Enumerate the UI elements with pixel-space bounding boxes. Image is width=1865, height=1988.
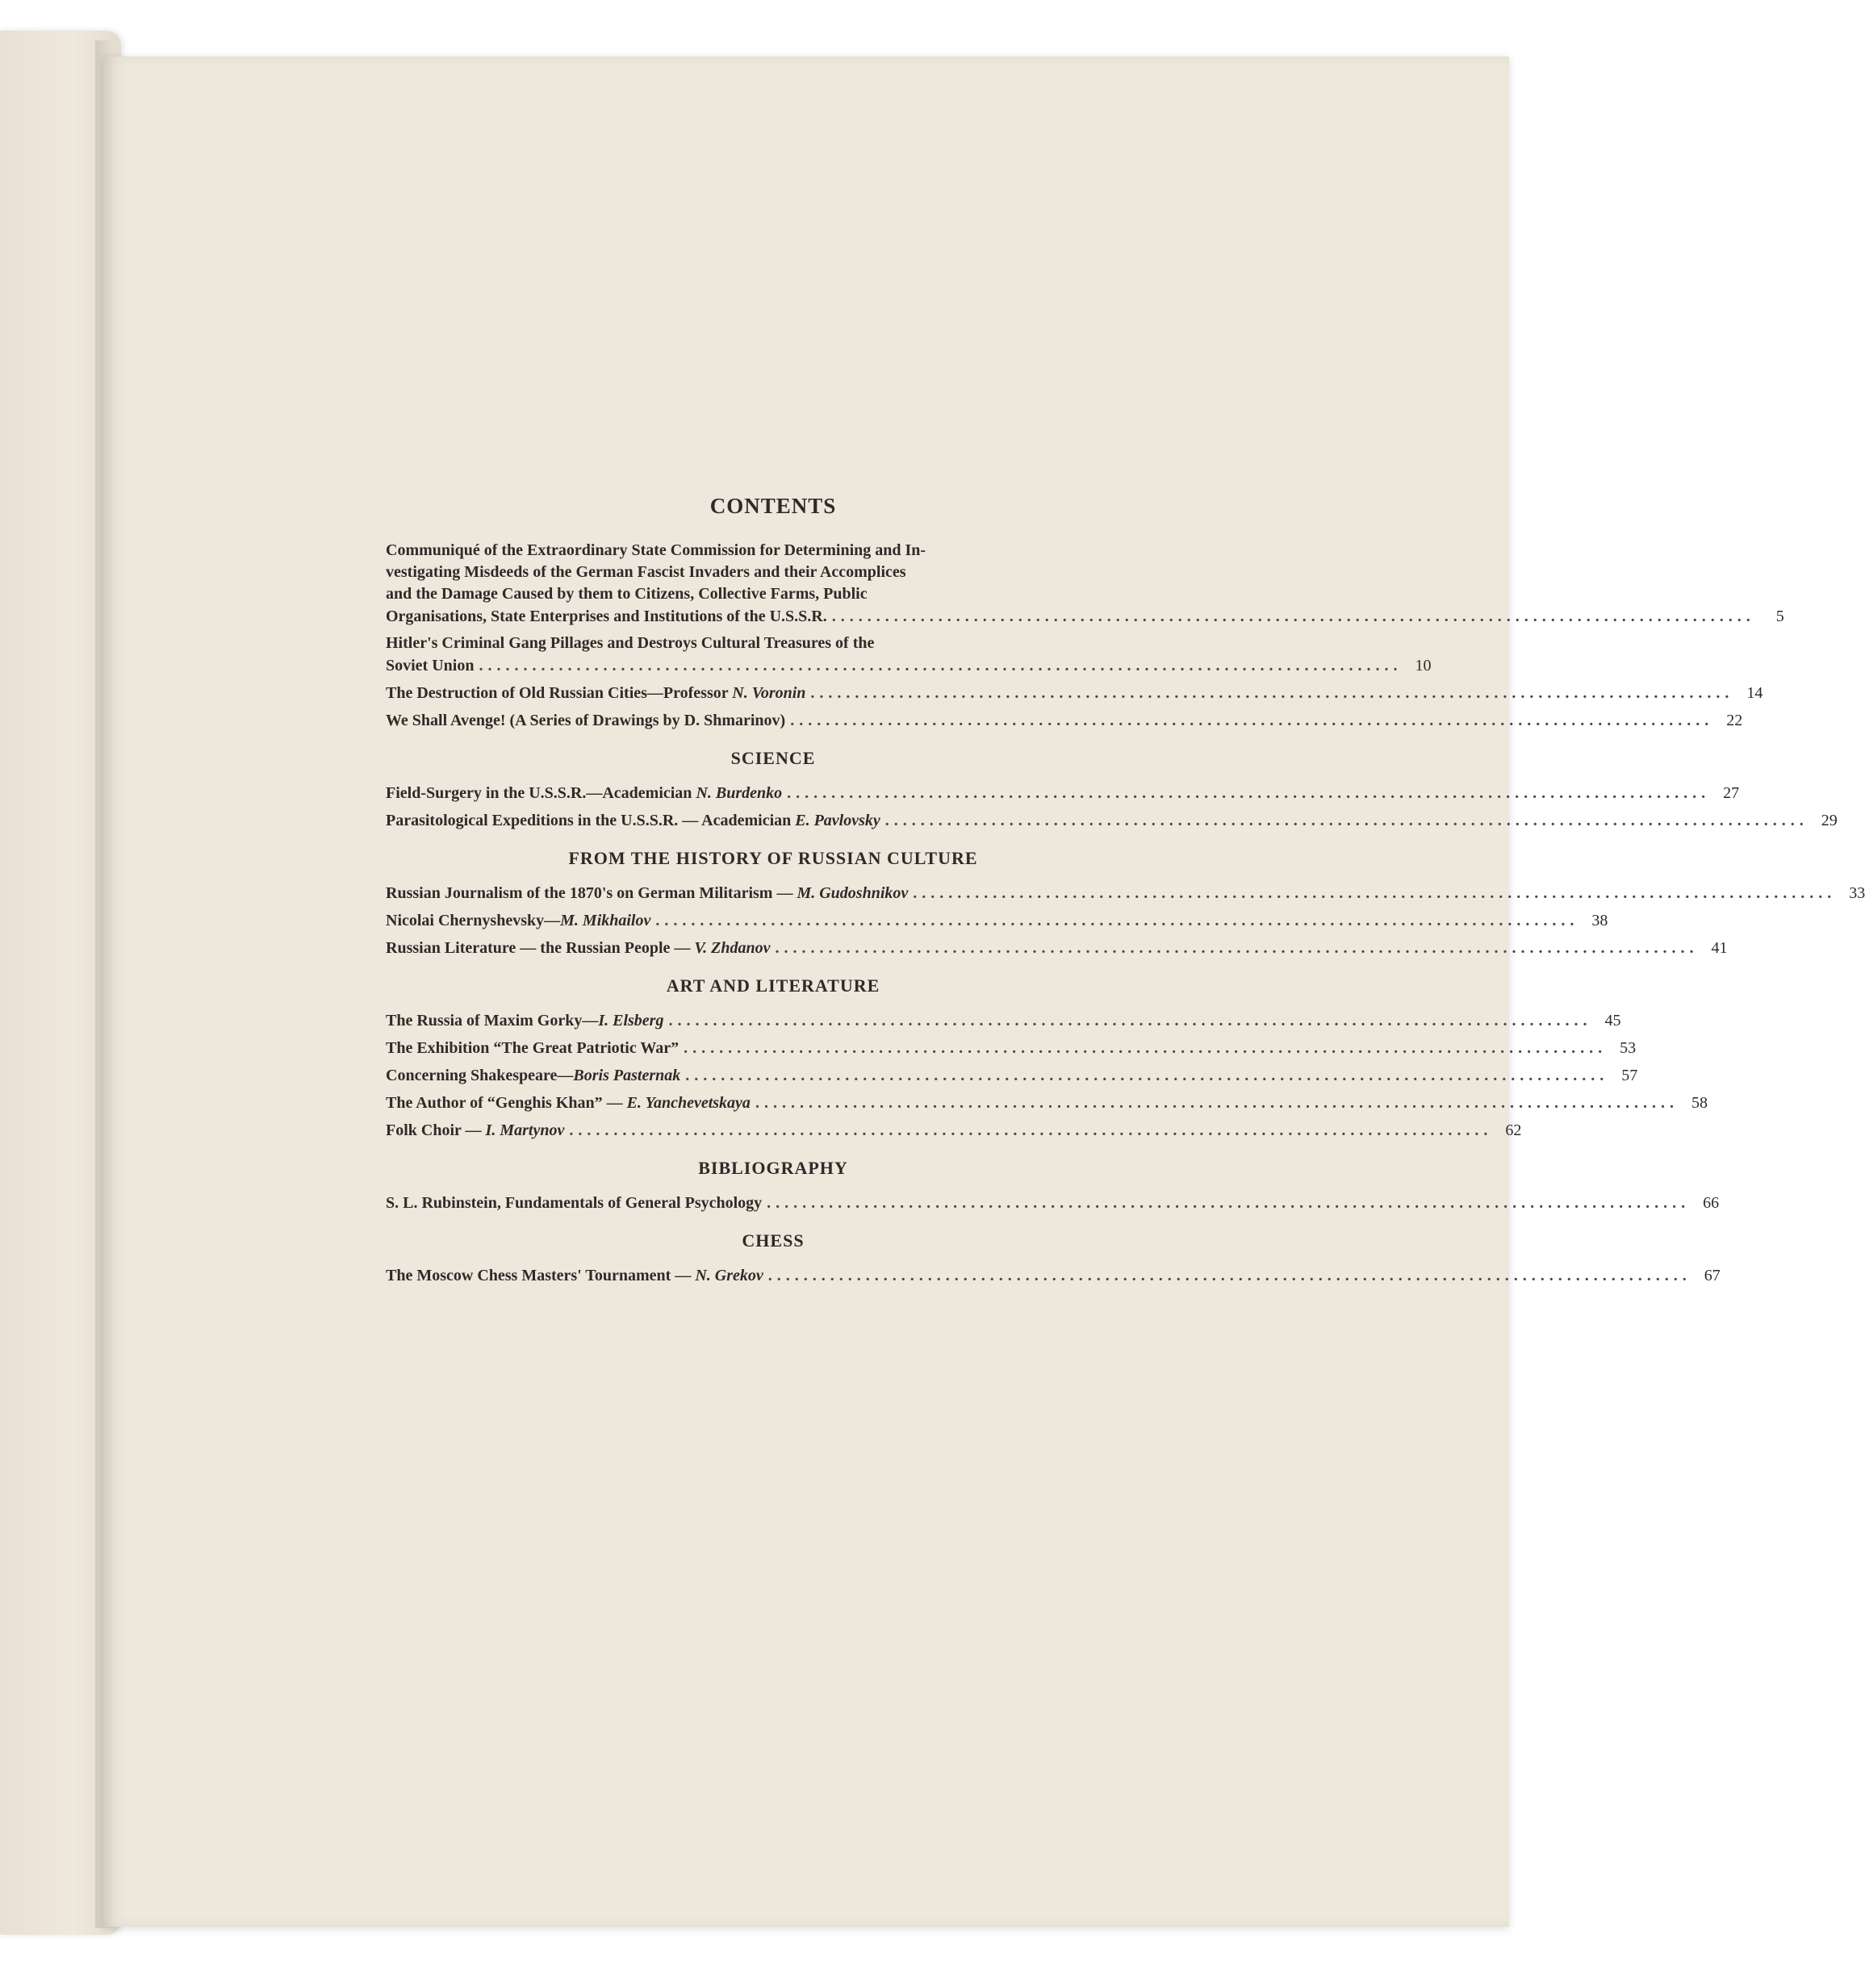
- entry-author: I. Elsberg: [598, 1012, 664, 1030]
- section-heading-art: ART AND LITERATURE: [666, 975, 880, 996]
- toc-entry-shakespeare: [386, 1064, 1638, 1087]
- leader-dots: ........................................................................................................: [668, 1012, 1592, 1030]
- entry-author: N. Grekov: [695, 1267, 763, 1284]
- section-heading-history: FROM THE HISTORY OF RUSSIAN CULTURE: [568, 848, 978, 868]
- entry-text: Soviet Union: [386, 657, 475, 674]
- entry-page: 62: [1505, 1121, 1522, 1139]
- toc-entry-old-russian-cities: [386, 682, 1763, 704]
- entry-text: Nicolai Chernyshevsky—: [386, 912, 561, 929]
- toc-entry-communique-line1: Communiqué of the Extraordinary State Commission for Determining and In-: [386, 541, 926, 559]
- toc-entry-hitler-line1: Hitler's Criminal Gang Pillages and Destroys Cultural Treasures of the: [386, 634, 875, 652]
- leader-dots: ........................................................................................................: [569, 1121, 1493, 1139]
- entry-author: Boris Pasternak: [573, 1067, 681, 1084]
- entry-text: We Shall Avenge! (A Series of Drawings by D. Shmarinov): [386, 712, 786, 729]
- leader-dots: ........................................................................................................: [787, 784, 1711, 802]
- leader-dots: ........................................................................................................: [767, 1194, 1691, 1212]
- leader-dots: ........................................................................................................: [884, 812, 1809, 829]
- entry-text: Field-Surgery in the U.S.S.R.—Academician: [386, 784, 696, 802]
- entry-author: I. Martynov: [485, 1121, 565, 1139]
- entry-text: The Author of “Genghis Khan” —: [386, 1094, 627, 1112]
- toc-entry-folk-choir: [386, 1119, 1522, 1142]
- entry-page: 33: [1849, 884, 1865, 902]
- entry-author: E. Yanchevetskaya: [626, 1094, 751, 1112]
- toc-entry-russian-literature: [386, 937, 1728, 959]
- leader-dots: ........................................................................................................: [479, 657, 1403, 674]
- toc-entry-maxim-gorky: [386, 1009, 1621, 1032]
- entry-page: 29: [1821, 812, 1838, 829]
- entry-page: 27: [1723, 784, 1740, 802]
- toc-entry-field-surgery: [386, 782, 1740, 804]
- leader-dots: ........................................................................................................: [755, 1094, 1679, 1112]
- table-of-contents: [386, 494, 1865, 1292]
- toc-entry-chernyshevsky: [386, 909, 1608, 932]
- toc-entry-communique-line4: [386, 605, 1784, 628]
- entry-text: Folk Choir —: [386, 1121, 486, 1139]
- entry-page: 22: [1726, 712, 1743, 729]
- entry-page: 38: [1591, 912, 1608, 929]
- toc-entry-chess-tournament: [386, 1264, 1721, 1287]
- toc-entry-genghis-khan: [386, 1092, 1708, 1114]
- leader-dots: ........................................................................................................: [775, 939, 1699, 957]
- entry-author: V. Zhdanov: [694, 939, 771, 957]
- entry-author: N. Voronin: [732, 684, 806, 702]
- toc-entry-exhibition: [386, 1037, 1637, 1059]
- leader-dots: ........................................................................................................: [685, 1067, 1609, 1084]
- toc-entry-communique-line3: and the Damage Caused by them to Citizens, Collective Farms, Public: [386, 585, 868, 603]
- entry-page: 10: [1415, 657, 1432, 674]
- leader-dots: ........................................................................................................: [655, 912, 1579, 929]
- entry-text: The Destruction of Old Russian Cities—Professor: [386, 684, 733, 702]
- entry-text: Parasitological Expeditions in the U.S.S.R. — Academician: [386, 812, 796, 829]
- page-gutter-shadow: [95, 40, 115, 1928]
- toc-entry-hitler-line2: [386, 654, 1432, 677]
- entry-text: Russian Journalism of the 1870's on German Militarism —: [386, 884, 797, 902]
- entry-page: 67: [1704, 1267, 1721, 1284]
- entry-text: The Moscow Chess Masters' Tournament —: [386, 1267, 696, 1284]
- entry-author: N. Burdenko: [696, 784, 783, 802]
- entry-page: 66: [1703, 1194, 1720, 1212]
- entry-page: 45: [1604, 1012, 1621, 1030]
- entry-author: M. Mikhailov: [560, 912, 651, 929]
- entry-author: E. Pavlovsky: [795, 812, 880, 829]
- leader-dots: ........................................................................................................: [810, 684, 1734, 702]
- leader-dots: ........................................................................................................: [913, 884, 1837, 902]
- entry-page: 14: [1746, 684, 1763, 702]
- entry-page: 5: [1775, 608, 1784, 625]
- toc-entry-communique-line2: vestigating Misdeeds of the German Fascist Invaders and their Accomplices: [386, 563, 906, 581]
- leader-dots: ........................................................................................................: [684, 1039, 1608, 1057]
- entry-page: 58: [1691, 1094, 1708, 1112]
- toc-entry-we-shall-avenge: [386, 709, 1743, 732]
- entry-author: M. Gudoshnikov: [797, 884, 909, 902]
- leader-dots: ........................................................................................................: [831, 608, 1755, 625]
- entry-page: 53: [1620, 1039, 1637, 1057]
- toc-entry-rubinstein: [386, 1192, 1720, 1214]
- leader-dots: ........................................................................................................: [767, 1267, 1691, 1284]
- entry-text: The Russia of Maxim Gorky—: [386, 1012, 599, 1030]
- entry-text: S. L. Rubinstein, Fundamentals of General Psychology: [386, 1194, 763, 1212]
- section-heading-science: SCIENCE: [730, 748, 816, 768]
- entry-text: Concerning Shakespeare—: [386, 1067, 574, 1084]
- entry-page: 57: [1621, 1067, 1638, 1084]
- entry-text: Organisations, State Enterprises and Institutions of the U.S.S.R.: [386, 608, 827, 625]
- section-heading-bibliography: BIBLIOGRAPHY: [698, 1158, 848, 1178]
- section-heading-chess: CHESS: [742, 1230, 805, 1251]
- toc-entry-parasitological: [386, 809, 1838, 832]
- toc-entry-russian-journalism: [386, 882, 1865, 904]
- leader-dots: ........................................................................................................: [790, 712, 1714, 729]
- entry-text: Russian Literature — the Russian People —: [386, 939, 695, 957]
- entry-page: 41: [1711, 939, 1728, 957]
- contents-heading: CONTENTS: [709, 494, 837, 518]
- entry-text: The Exhibition “The Great Patriotic War”: [386, 1039, 680, 1057]
